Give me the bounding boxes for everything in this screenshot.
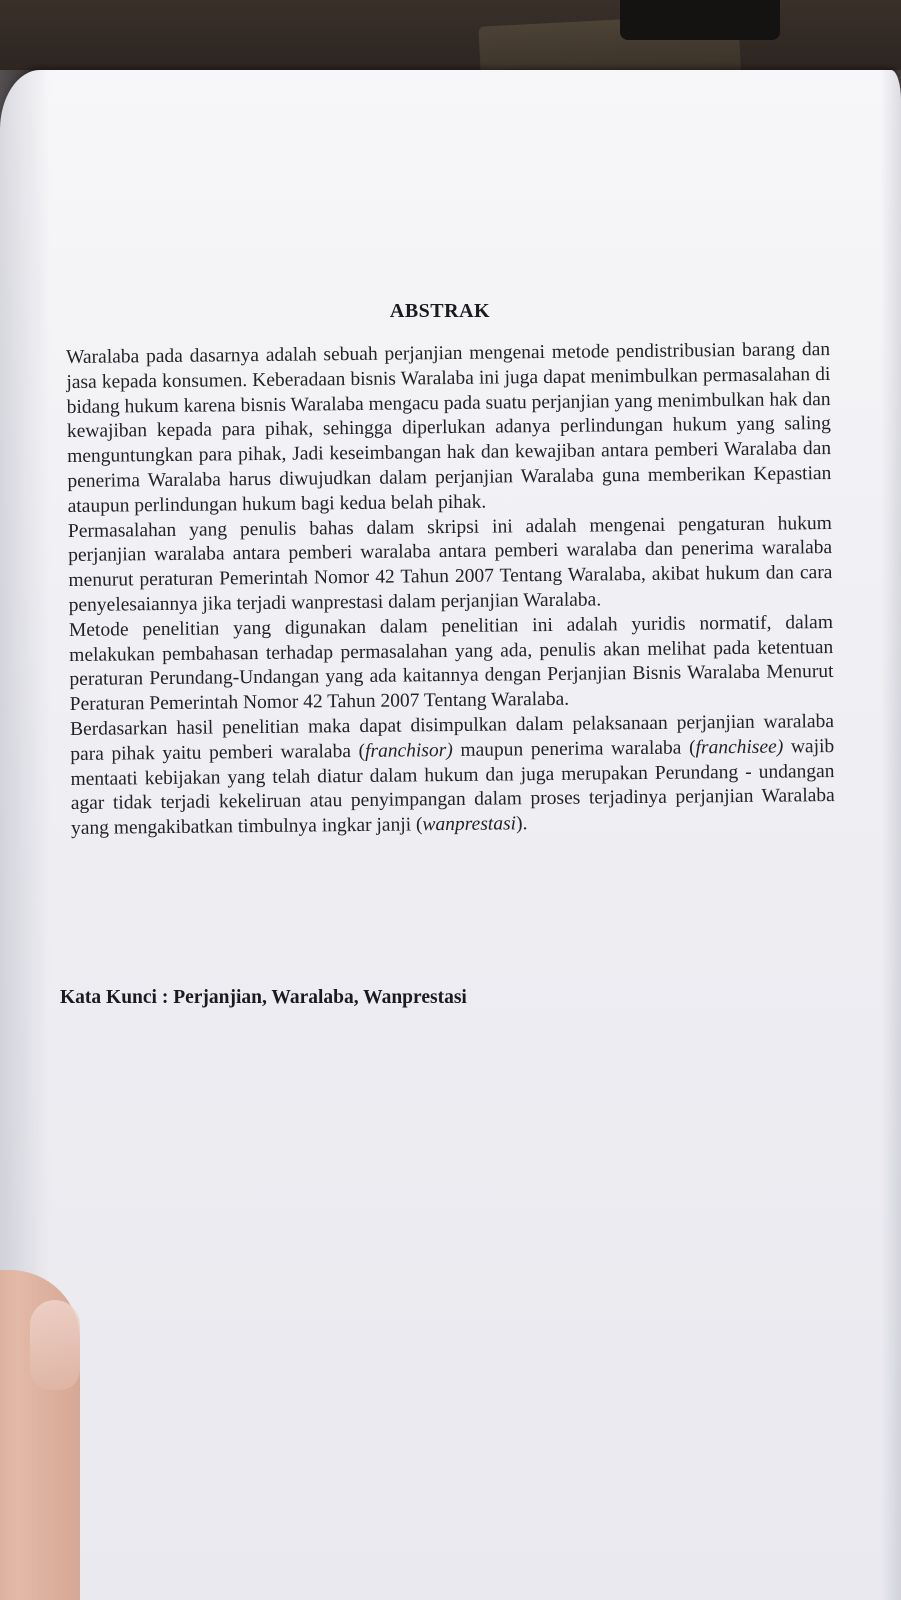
paragraph-2-text: Permasalahan yang penulis bahas dalam skripsi ini adalah mengenai pengaturan hukum perjanjian waralaba antara pemberi waralaba antara pemberi waralaba dan penerima waralaba menurut peraturan Pemerintah Nomor 42 Tahun 2007 Tentang Waralaba, akibat hukum dan cara penyelesaiannya jika terjadi wanprestasi dalam perjanjian Waralaba. — [67, 512, 833, 616]
abstract-paragraph — [69, 611, 834, 718]
paragraph-1-text: Waralaba pada dasarnya adalah sebuah perjanjian mengenai metode pendistribusian barang dan jasa kepada konsumen. Keberadaan bisnis Waralaba ini juga dapat menimbulkan permasalahan di bidang hukum karena bisnis Waralaba mengacu pada suatu perjanjian yang menimbulkan hak dan kewajiban kepada para pihak, sehingga diperlukan adanya perlindungan hukum yang saling menguntungkan para pihak, Jadi keseimbangan hak dan kewajiban antara pemberi Waralaba dan penerima Waralaba harus diwujudkan dalam perjanjian Waralaba guna memberikan Kepastian ataupun perlindungan hukum bagi kedua belah pihak. — [66, 338, 832, 517]
abstract-paragraph — [66, 338, 832, 520]
abstract-body — [66, 338, 835, 842]
term-franchisee: franchisee) — [695, 736, 784, 759]
term-franchisor: franchisor) — [364, 739, 453, 762]
paragraph-4-text: wajib mentaati kebijakan yang telah diatur dalam hukum dan juga merupakan Perundang - undangan agar tidak terjadi kekeliruan atau penyimpangan dalam proses terjadinya perjanjian Waralaba yang mengakibatkan timbulnya ingkar janji ( — [70, 735, 835, 840]
paragraph-4-text: ). — [515, 813, 528, 835]
keywords-line: Kata Kunci : Perjanjian, Waralaba, Wanprestasi — [60, 987, 467, 1008]
paper-sheet — [0, 70, 901, 1600]
abstract-paragraph — [68, 512, 833, 619]
abstract-paragraph — [70, 710, 835, 842]
paragraph-4-text: Berdasarkan hasil penelitian maka dapat disimpulkan dalam pelaksanaan perjanjian waralaba para pihak yaitu pemberi waralaba ( — [69, 710, 835, 765]
paragraph-4-text: maupun penerima waralaba ( — [452, 737, 696, 761]
paper-shadow-right — [881, 70, 901, 1600]
paragraph-3-text: Metode penelitian yang digunakan dalam penelitian ini adalah yuridis normatif, dalam melakukan pembahasan terhadap permasalahan yang ada, penulis akan melihat pada ketentuan peraturan Perundang-Undangan yang ada kaitannya dengan Perjanjian Bisnis Waralaba Menurut Peraturan Pemerintah Nomor 42 Tahun 2007 Tentang Waralaba. — [68, 611, 834, 716]
abstract-title: ABSTRAK — [389, 300, 491, 322]
finger-nail — [30, 1300, 80, 1390]
background-device — [620, 0, 780, 40]
term-wanprestasi: wanprestasi — [422, 813, 517, 836]
